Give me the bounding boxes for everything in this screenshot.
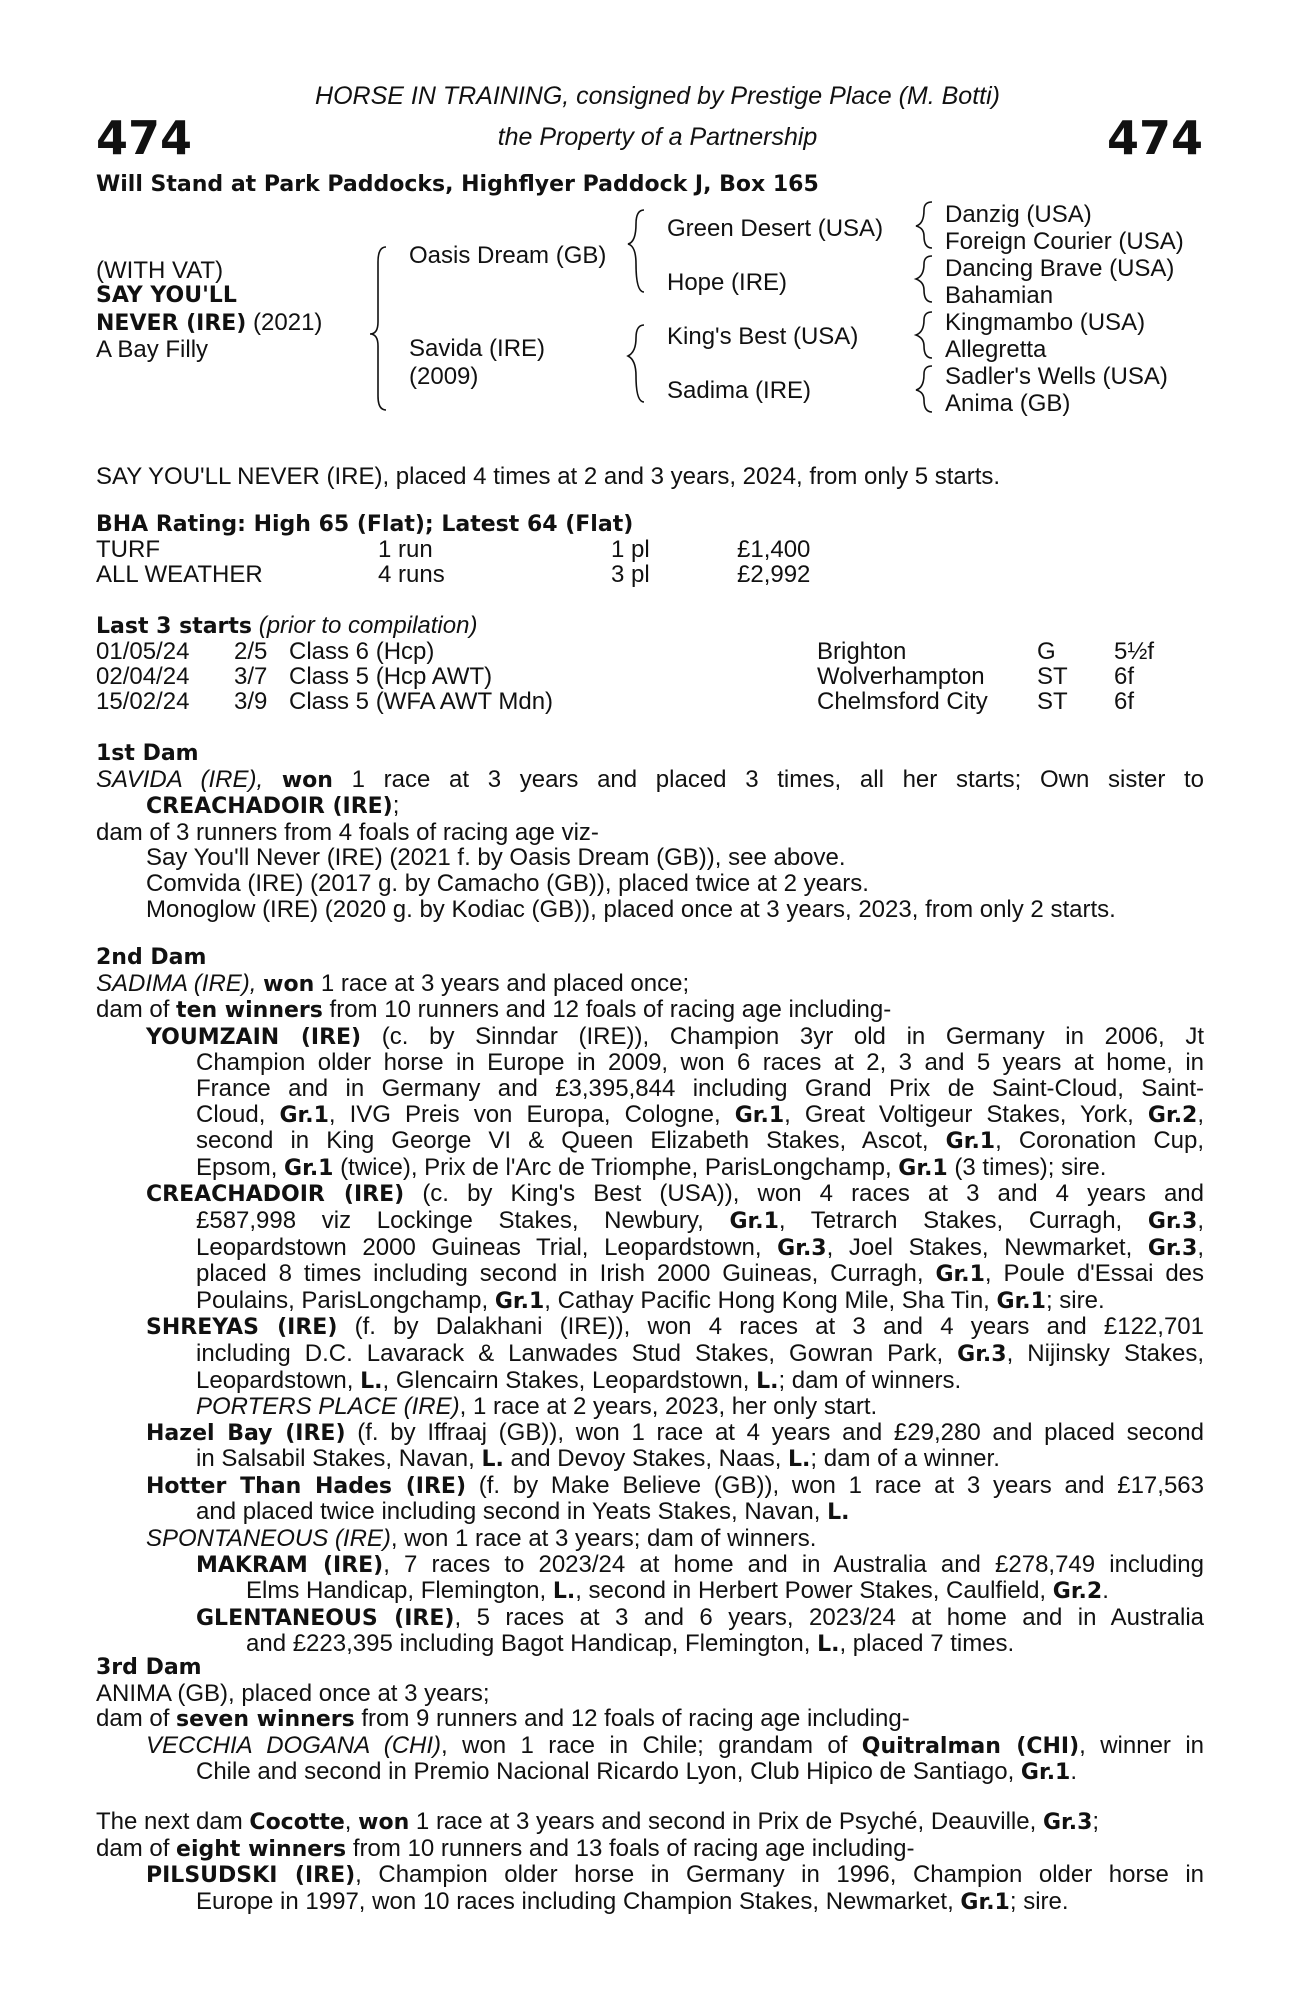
- produce-line: [96, 1526, 1204, 1552]
- horse-name: Quitralman (CHI): [861, 1733, 1080, 1759]
- text: Chile and second in Premio Nacional Ricardo Lyon, Club Hipico de Santiago,: [196, 1758, 1015, 1786]
- horse-name: PORTERS PLACE (IRE): [196, 1393, 460, 1421]
- dam-record: 1 race at 3 years and placed once;: [320, 969, 690, 997]
- grade: Gr.1: [729, 1208, 779, 1234]
- second-dam-heading: 2nd Dam: [96, 945, 207, 970]
- sire-sire-dam: Foreign Courier (USA): [945, 228, 1184, 255]
- rating-row: [96, 562, 810, 587]
- produce-line: [96, 1102, 1204, 1129]
- surface: ALL WEATHER: [96, 561, 263, 588]
- text: , placed 7 times.: [839, 1630, 1015, 1658]
- grade: L.: [817, 1632, 840, 1658]
- sire-sire-sire: Danzig (USA): [945, 201, 1092, 228]
- vat-note: (WITH VAT): [96, 257, 224, 284]
- produce-line: [96, 1889, 1204, 1916]
- horse-name: VECCHIA DOGANA (CHI): [146, 1731, 442, 1759]
- horse-name: GLENTANEOUS (IRE): [196, 1605, 455, 1631]
- second-dam-section: [96, 945, 1204, 1658]
- sire: Oasis Dream (GB): [409, 242, 607, 269]
- start-distance: 6f: [1114, 663, 1135, 690]
- produce-line: France and in Germany and £3,395,844 including Grand Prix de Saint-Cloud, Saint-: [196, 1074, 1204, 1102]
- text: , Great Voltigeur Stakes, York,: [784, 1100, 1134, 1128]
- text: ; dam of a winner.: [810, 1445, 1000, 1473]
- winners-count: eight winners: [176, 1836, 347, 1862]
- text: .: [1070, 1758, 1078, 1786]
- produce-line: [96, 1128, 1204, 1155]
- text: and £223,395 including Bagot Handicap, Flemington,: [246, 1630, 811, 1658]
- text: , Coronation Cup,: [995, 1127, 1205, 1155]
- third-dam-heading: 3rd Dam: [96, 1655, 202, 1680]
- text: , won 1 race in Chile; grandam of: [441, 1731, 848, 1759]
- text: ,: [1197, 1233, 1205, 1261]
- grade: Gr.1: [284, 1155, 334, 1181]
- horse-name-line1: SAY YOU'LL: [96, 283, 237, 308]
- dam-dam-dam: Anima (GB): [945, 390, 1071, 417]
- text: , second in Herbert Power Stakes, Caulfield,: [575, 1577, 1047, 1605]
- text: , Glencairn Stakes, Leopardstown,: [382, 1366, 750, 1394]
- grade: Gr.3: [777, 1235, 827, 1261]
- produce-line: Comvida (IRE) (2017 g. by Camacho (GB)), placed twice at 2 years.: [146, 869, 869, 897]
- horse-name: Hazel Bay (IRE): [146, 1420, 346, 1446]
- horse-name-line2: [96, 310, 322, 337]
- text: (f. by Iffraaj (GB)), won 1 race at 4 years and £29,280 and placed second: [357, 1418, 1204, 1446]
- grade: Gr.2: [1147, 1102, 1198, 1128]
- produce-line: Say You'll Never (IRE) (2021 f. by Oasis Dream (GB)), see above.: [146, 844, 846, 872]
- lot-number-left: 474: [96, 111, 193, 165]
- text: including D.C. Lavarack & Lanwades Stud Stakes, Gowran Park,: [196, 1339, 944, 1367]
- produce-line: [96, 1368, 1204, 1395]
- prize: £1,400: [737, 536, 811, 563]
- horse-name: MAKRAM (IRE): [196, 1552, 384, 1578]
- text: (f. by Make Believe (GB)), won 1 race at 3 years and £17,563: [478, 1471, 1204, 1499]
- text: 1 race at 3 years and second in Prix de Psyché, Deauville,: [415, 1808, 1037, 1835]
- text: (c. by King's Best (USA)), won 4 races at 3 and 4 years and: [422, 1180, 1204, 1208]
- text: , won 1 race at 3 years; dam of winners.: [390, 1525, 817, 1553]
- produce-line: [96, 1181, 1204, 1208]
- sire-dam-dam: Bahamian: [945, 282, 1054, 309]
- produce-line: [96, 1261, 1204, 1288]
- produce-line: [96, 1235, 1204, 1262]
- start-row: [96, 689, 1154, 714]
- last-starts-table: [96, 639, 1154, 714]
- text: , Nijinsky Stakes,: [1006, 1339, 1204, 1367]
- text: Leopardstown 2000 Guineas Trial, Leopardstown,: [196, 1233, 762, 1261]
- text: Cloud,: [196, 1100, 266, 1128]
- sister-name: CREACHADOIR (IRE): [146, 794, 393, 820]
- bha-rating-heading: BHA Rating: High 65 (Flat); Latest 64 (Flat): [96, 512, 634, 537]
- text: dam of: [96, 996, 170, 1024]
- grade: L.: [827, 1500, 850, 1526]
- text: ,: [1197, 1206, 1204, 1234]
- start-distance: 5½f: [1114, 638, 1155, 665]
- stand-location: Will Stand at Park Paddocks, Highflyer Paddock J, Box 165: [96, 172, 819, 197]
- produce-line: Monoglow (IRE) (2020 g. by Kodiac (GB)), placed once at 3 years, 2023, from only 2 starts.: [146, 895, 1116, 923]
- dam-name: Cocotte: [249, 1810, 345, 1835]
- produce-line: [96, 1288, 1204, 1315]
- text: dam of: [96, 1834, 170, 1862]
- won-label: won: [358, 1810, 410, 1835]
- text: , Joel Stakes, Newmarket,: [826, 1233, 1133, 1261]
- text: ,: [344, 1808, 352, 1835]
- grade: Gr.1: [996, 1288, 1046, 1314]
- start-row: [96, 639, 1154, 664]
- start-course: Chelmsford City: [817, 688, 988, 715]
- last-starts-heading: Last 3 starts: [96, 614, 253, 639]
- horse-name-part2: NEVER (IRE): [96, 311, 247, 336]
- produce-line: [96, 1733, 1204, 1760]
- horse-name: PILSUDSKI (IRE): [146, 1863, 356, 1889]
- produce-line: [96, 1605, 1204, 1632]
- horse-name: Hotter Than Hades (IRE): [146, 1473, 466, 1499]
- produce-line: [96, 1341, 1204, 1368]
- text: , Champion older horse in Germany in 1996, Champion older horse in: [355, 1861, 1204, 1889]
- grade: Gr.3: [957, 1341, 1007, 1367]
- text: second in King George VI & Queen Elizabeth Stakes, Ascot,: [196, 1127, 929, 1155]
- text: from 9 runners and 12 foals of racing age including-: [361, 1705, 910, 1733]
- text: Elms Handicap, Flemington,: [246, 1577, 547, 1605]
- grade: Gr.1: [960, 1889, 1010, 1915]
- grade: Gr.1: [935, 1262, 985, 1288]
- won-label: won: [281, 767, 333, 793]
- first-dam-line: dam of 3 runners from 4 foals of racing age viz-: [96, 818, 599, 846]
- rating-table: [96, 537, 810, 587]
- grade: Gr.3: [1042, 1810, 1093, 1835]
- punct: ;: [392, 792, 400, 820]
- dam-dam-sire: Sadler's Wells (USA): [945, 363, 1168, 390]
- produce-line: [96, 1208, 1204, 1235]
- grade: L.: [481, 1447, 504, 1473]
- text: Epsom,: [196, 1153, 278, 1181]
- race-summary: SAY YOU'LL NEVER (IRE), placed 4 times at 2 and 3 years, 2024, from only 5 starts.: [96, 463, 1001, 490]
- grade: Gr.1: [945, 1129, 996, 1155]
- start-date: 01/05/24: [96, 638, 190, 665]
- horse-name: CREACHADOIR (IRE): [146, 1182, 405, 1208]
- start-race: Class 5 (Hcp AWT): [289, 663, 493, 690]
- text: , 5 races at 3 and 6 years, 2023/24 at home and in Australia: [454, 1603, 1205, 1631]
- text: ; dam of winners.: [778, 1366, 962, 1394]
- start-course: Brighton: [817, 638, 907, 665]
- produce-line: [96, 1473, 1204, 1500]
- produce-line: [96, 1499, 1204, 1526]
- dam-dam: Sadima (IRE): [667, 377, 812, 404]
- placed: 1 pl: [611, 536, 650, 563]
- winners-count: ten winners: [176, 998, 323, 1024]
- produce-line: Champion older horse in Europe in 2009, won 6 races at 2, 3 and 5 years at home, in: [196, 1049, 1204, 1077]
- grade: Gr.1: [494, 1288, 545, 1314]
- text: , winner in: [1079, 1731, 1204, 1759]
- start-distance: 6f: [1114, 688, 1135, 715]
- produce-line: [96, 1552, 1204, 1579]
- produce-line: [96, 1759, 1204, 1786]
- property-line: the Property of a Partnership: [497, 123, 818, 151]
- start-position: 3/9: [234, 688, 268, 715]
- lot-number-right: 474: [1106, 111, 1203, 165]
- grade: L.: [756, 1368, 779, 1394]
- text: , IVG Preis von Europa, Cologne,: [328, 1100, 721, 1128]
- first-dam-heading: 1st Dam: [96, 741, 199, 766]
- start-going: ST: [1037, 688, 1068, 715]
- winners-count: seven winners: [176, 1707, 355, 1733]
- start-going: G: [1037, 638, 1056, 665]
- sire-dam: Hope (IRE): [667, 269, 788, 296]
- text: ;: [1092, 1808, 1100, 1835]
- text: , Poule d'Essai des: [984, 1260, 1205, 1288]
- produce-line: [96, 1446, 1204, 1473]
- rating-row: [96, 537, 810, 562]
- won-label: won: [263, 971, 315, 997]
- text: .: [1102, 1577, 1109, 1605]
- prize: £2,992: [737, 561, 811, 588]
- sire-sire: Green Desert (USA): [667, 215, 884, 242]
- text: Poulains, ParisLongchamp,: [196, 1286, 489, 1314]
- grade: Gr.1: [898, 1155, 948, 1181]
- dam-sire-dam: Allegretta: [945, 336, 1047, 363]
- last-starts-note: (prior to compilation): [258, 612, 478, 639]
- produce-line: [96, 1024, 1204, 1051]
- produce-line: [96, 1578, 1204, 1605]
- grade: Gr.1: [1020, 1760, 1071, 1786]
- start-race: Class 5 (WFA AWT Mdn): [289, 688, 554, 715]
- dam: Savida (IRE): [409, 335, 546, 362]
- next-dam-line: [96, 1809, 1204, 1836]
- start-date: 02/04/24: [96, 663, 190, 690]
- placed: 3 pl: [611, 561, 650, 588]
- dam-record: 1 race at 3 years and placed 3 times, all her starts; Own sister to: [351, 765, 1205, 793]
- text: and Devoy Stakes, Naas,: [510, 1445, 782, 1473]
- grade: Gr.3: [1147, 1208, 1198, 1234]
- grade: Gr.3: [1147, 1235, 1198, 1261]
- produce-line: [96, 1155, 1204, 1182]
- dam-name: SADIMA (IRE),: [96, 969, 257, 997]
- dam-sire: King's Best (USA): [667, 323, 859, 350]
- text: (c. by Sinndar (IRE)), Champion 3yr old in Germany in 2006, Jt: [381, 1022, 1205, 1050]
- last-starts-heading-line: [96, 613, 477, 640]
- text: in Salsabil Stakes, Navan,: [196, 1445, 475, 1473]
- next-dam-line: [96, 1836, 1204, 1863]
- horse-name: SPONTANEOUS (IRE): [146, 1525, 391, 1553]
- text: The next dam: [96, 1808, 243, 1835]
- grade: Gr.2: [1052, 1579, 1103, 1605]
- first-dam-line: [96, 793, 1204, 820]
- third-dam-line: ANIMA (GB), placed once at 3 years;: [96, 1679, 490, 1707]
- horse-name: YOUMZAIN (IRE): [146, 1024, 362, 1050]
- start-race: Class 6 (Hcp): [289, 638, 435, 665]
- produce-line: [96, 1420, 1204, 1447]
- grade: Gr.1: [279, 1102, 329, 1128]
- text: , 1 race at 2 years, 2023, her only start.: [459, 1393, 878, 1421]
- next-dam-section: [96, 1809, 1204, 1915]
- grade: L.: [788, 1447, 811, 1473]
- runs: 1 run: [378, 536, 433, 563]
- dam-sire-sire: Kingmambo (USA): [945, 309, 1146, 336]
- text: (twice), Prix de l'Arc de Triomphe, ParisLongchamp,: [340, 1153, 892, 1181]
- text: from 10 runners and 12 foals of racing age including-: [329, 996, 892, 1024]
- text: £587,998 viz Lockinge Stakes, Newbury,: [196, 1206, 704, 1234]
- horse-name: SHREYAS (IRE): [146, 1315, 338, 1341]
- consignment-line: HORSE IN TRAINING, consigned by Prestige Place (M. Botti): [315, 82, 1000, 110]
- runs: 4 runs: [378, 561, 445, 588]
- second-dam-line: [96, 971, 1204, 998]
- text: (3 times); sire.: [954, 1153, 1107, 1181]
- grade: Gr.1: [734, 1102, 785, 1128]
- start-position: 3/7: [234, 663, 268, 690]
- first-dam-section: [96, 741, 1204, 922]
- text: placed 8 times including second in Irish 2000 Guineas, Curragh,: [196, 1260, 924, 1288]
- text: (f. by Dalakhani (IRE)), won 4 races at 3 and 4 years and £122,701: [354, 1313, 1204, 1341]
- second-dam-line: [96, 997, 1204, 1024]
- text: from 10 runners and 13 foals of racing age including-: [352, 1834, 915, 1862]
- first-dam-line: [96, 767, 1204, 794]
- text: Europe in 1997, won 10 races including Champion Stakes, Newmarket,: [196, 1887, 954, 1915]
- text: ,: [1197, 1100, 1205, 1128]
- produce-line: [96, 1314, 1204, 1341]
- start-row: [96, 664, 1154, 689]
- produce-line: [96, 1862, 1204, 1889]
- dam-name: SAVIDA (IRE),: [96, 765, 264, 793]
- start-going: ST: [1037, 663, 1068, 690]
- text: ; sire.: [1045, 1286, 1105, 1314]
- produce-line: [96, 1394, 1204, 1420]
- surface: TURF: [96, 536, 160, 563]
- sire-dam-sire: Dancing Brave (USA): [945, 255, 1175, 282]
- text: ; sire.: [1009, 1887, 1069, 1915]
- grade: L.: [552, 1579, 576, 1605]
- start-course: Wolverhampton: [817, 663, 985, 690]
- start-date: 15/02/24: [96, 688, 190, 715]
- grade: L.: [360, 1368, 383, 1394]
- third-dam-line: [96, 1706, 1204, 1733]
- dam-year: (2009): [409, 363, 479, 390]
- text: Leopardstown,: [196, 1366, 354, 1394]
- horse-year: (2021): [253, 309, 323, 336]
- text: , 7 races to 2023/24 at home and in Australia and £278,749 including: [383, 1550, 1204, 1578]
- text: and placed twice including second in Yeats Stakes, Navan,: [196, 1498, 821, 1526]
- text: , Cathay Pacific Hong Kong Mile, Sha Tin,: [544, 1286, 990, 1314]
- text: dam of: [96, 1705, 170, 1733]
- text: , Tetrarch Stakes, Curragh,: [778, 1206, 1123, 1234]
- start-position: 2/5: [234, 638, 268, 665]
- horse-description: A Bay Filly: [96, 336, 209, 363]
- third-dam-section: [96, 1655, 1204, 1786]
